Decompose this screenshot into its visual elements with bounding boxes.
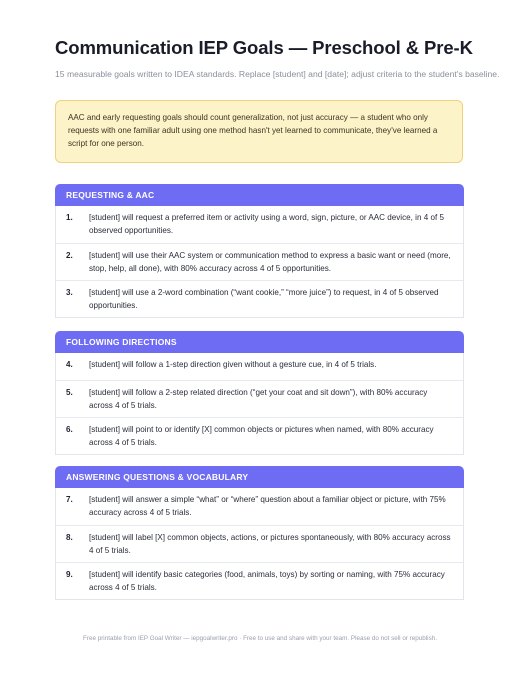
section-heading: ANSWERING QUESTIONS & VOCABULARY [55, 466, 464, 488]
goal-text: [student] will identify basic categories (food, animals, toys) by sorting or naming, with 75% accuracy across 4 of 5 trials. [89, 570, 445, 592]
section-requesting-aac [55, 184, 464, 318]
goal-text: [student] will follow a 1-step direction given without a gesture cue, in 4 of 5 trials. [89, 360, 377, 369]
goal-list [55, 206, 464, 318]
page-title: Communication IEP Goals — Preschool & Pre-K [55, 37, 473, 58]
goal-list [55, 488, 464, 600]
goal-item [56, 488, 463, 525]
goal-item [56, 417, 463, 454]
callout-note: AAC and early requesting goals should count generalization, not just accuracy — a student who only requests with one familiar adult using one method hasn't yet learned to communicate, they've learned a script for one person. [55, 100, 463, 163]
goal-item [56, 525, 463, 562]
page-subtitle: 15 measurable goals written to IDEA standards. Replace [student] and [date]; adjust criteria to the student's baseline. [55, 69, 500, 79]
section-following-directions [55, 331, 464, 455]
section-heading: FOLLOWING DIRECTIONS [55, 331, 464, 353]
goal-number: 6. [66, 425, 73, 434]
goal-number: 5. [66, 388, 73, 397]
goal-text: [student] will follow a 2-step related direction (“get your coat and sit down”), with 80% accuracy across 4 of 5 trials. [89, 388, 428, 410]
goal-item [56, 380, 463, 417]
goal-text: [student] will request a preferred item or activity using a word, sign, picture, or AAC device, in 4 of 5 observed opportunities. [89, 213, 444, 235]
goal-item [56, 353, 463, 380]
goal-number: 4. [66, 360, 73, 369]
goal-number: 8. [66, 533, 73, 542]
goal-item [56, 562, 463, 599]
goal-text: [student] will label [X] common objects, actions, or pictures spontaneously, with 80% accuracy across 4 of 5 trials. [89, 533, 451, 555]
goal-number: 3. [66, 288, 73, 297]
goal-text: [student] will answer a simple “what” or “where” question about a familiar object or picture, with 75% accuracy across 4 of 5 trials. [89, 495, 446, 517]
goal-text: [student] will use a 2-word combination (“want cookie,” “more juice”) to request, in 4 of 5 observed opportunities. [89, 288, 439, 310]
goal-item [56, 280, 463, 317]
page-footer: Free printable from IEP Goal Writer — iepgoalwriter.pro · Free to use and share with your team. Please do not sell or republish. [83, 635, 437, 642]
goal-number: 2. [66, 251, 73, 260]
section-answering-questions [55, 466, 464, 600]
goal-list [55, 353, 464, 455]
goal-text: [student] will point to or identify [X] common objects or pictures when named, with 80% accuracy across 4 of 5 trials. [89, 425, 434, 447]
goal-number: 9. [66, 570, 73, 579]
goal-item [56, 243, 463, 280]
goal-item [56, 206, 463, 243]
goal-text: [student] will use their AAC system or communication method to express a basic want or need (more, stop, help, all done), with 80% accuracy across 4 of 5 opportunities. [89, 251, 451, 273]
goal-number: 1. [66, 213, 73, 222]
section-heading: REQUESTING & AAC [55, 184, 464, 206]
goal-number: 7. [66, 495, 73, 504]
